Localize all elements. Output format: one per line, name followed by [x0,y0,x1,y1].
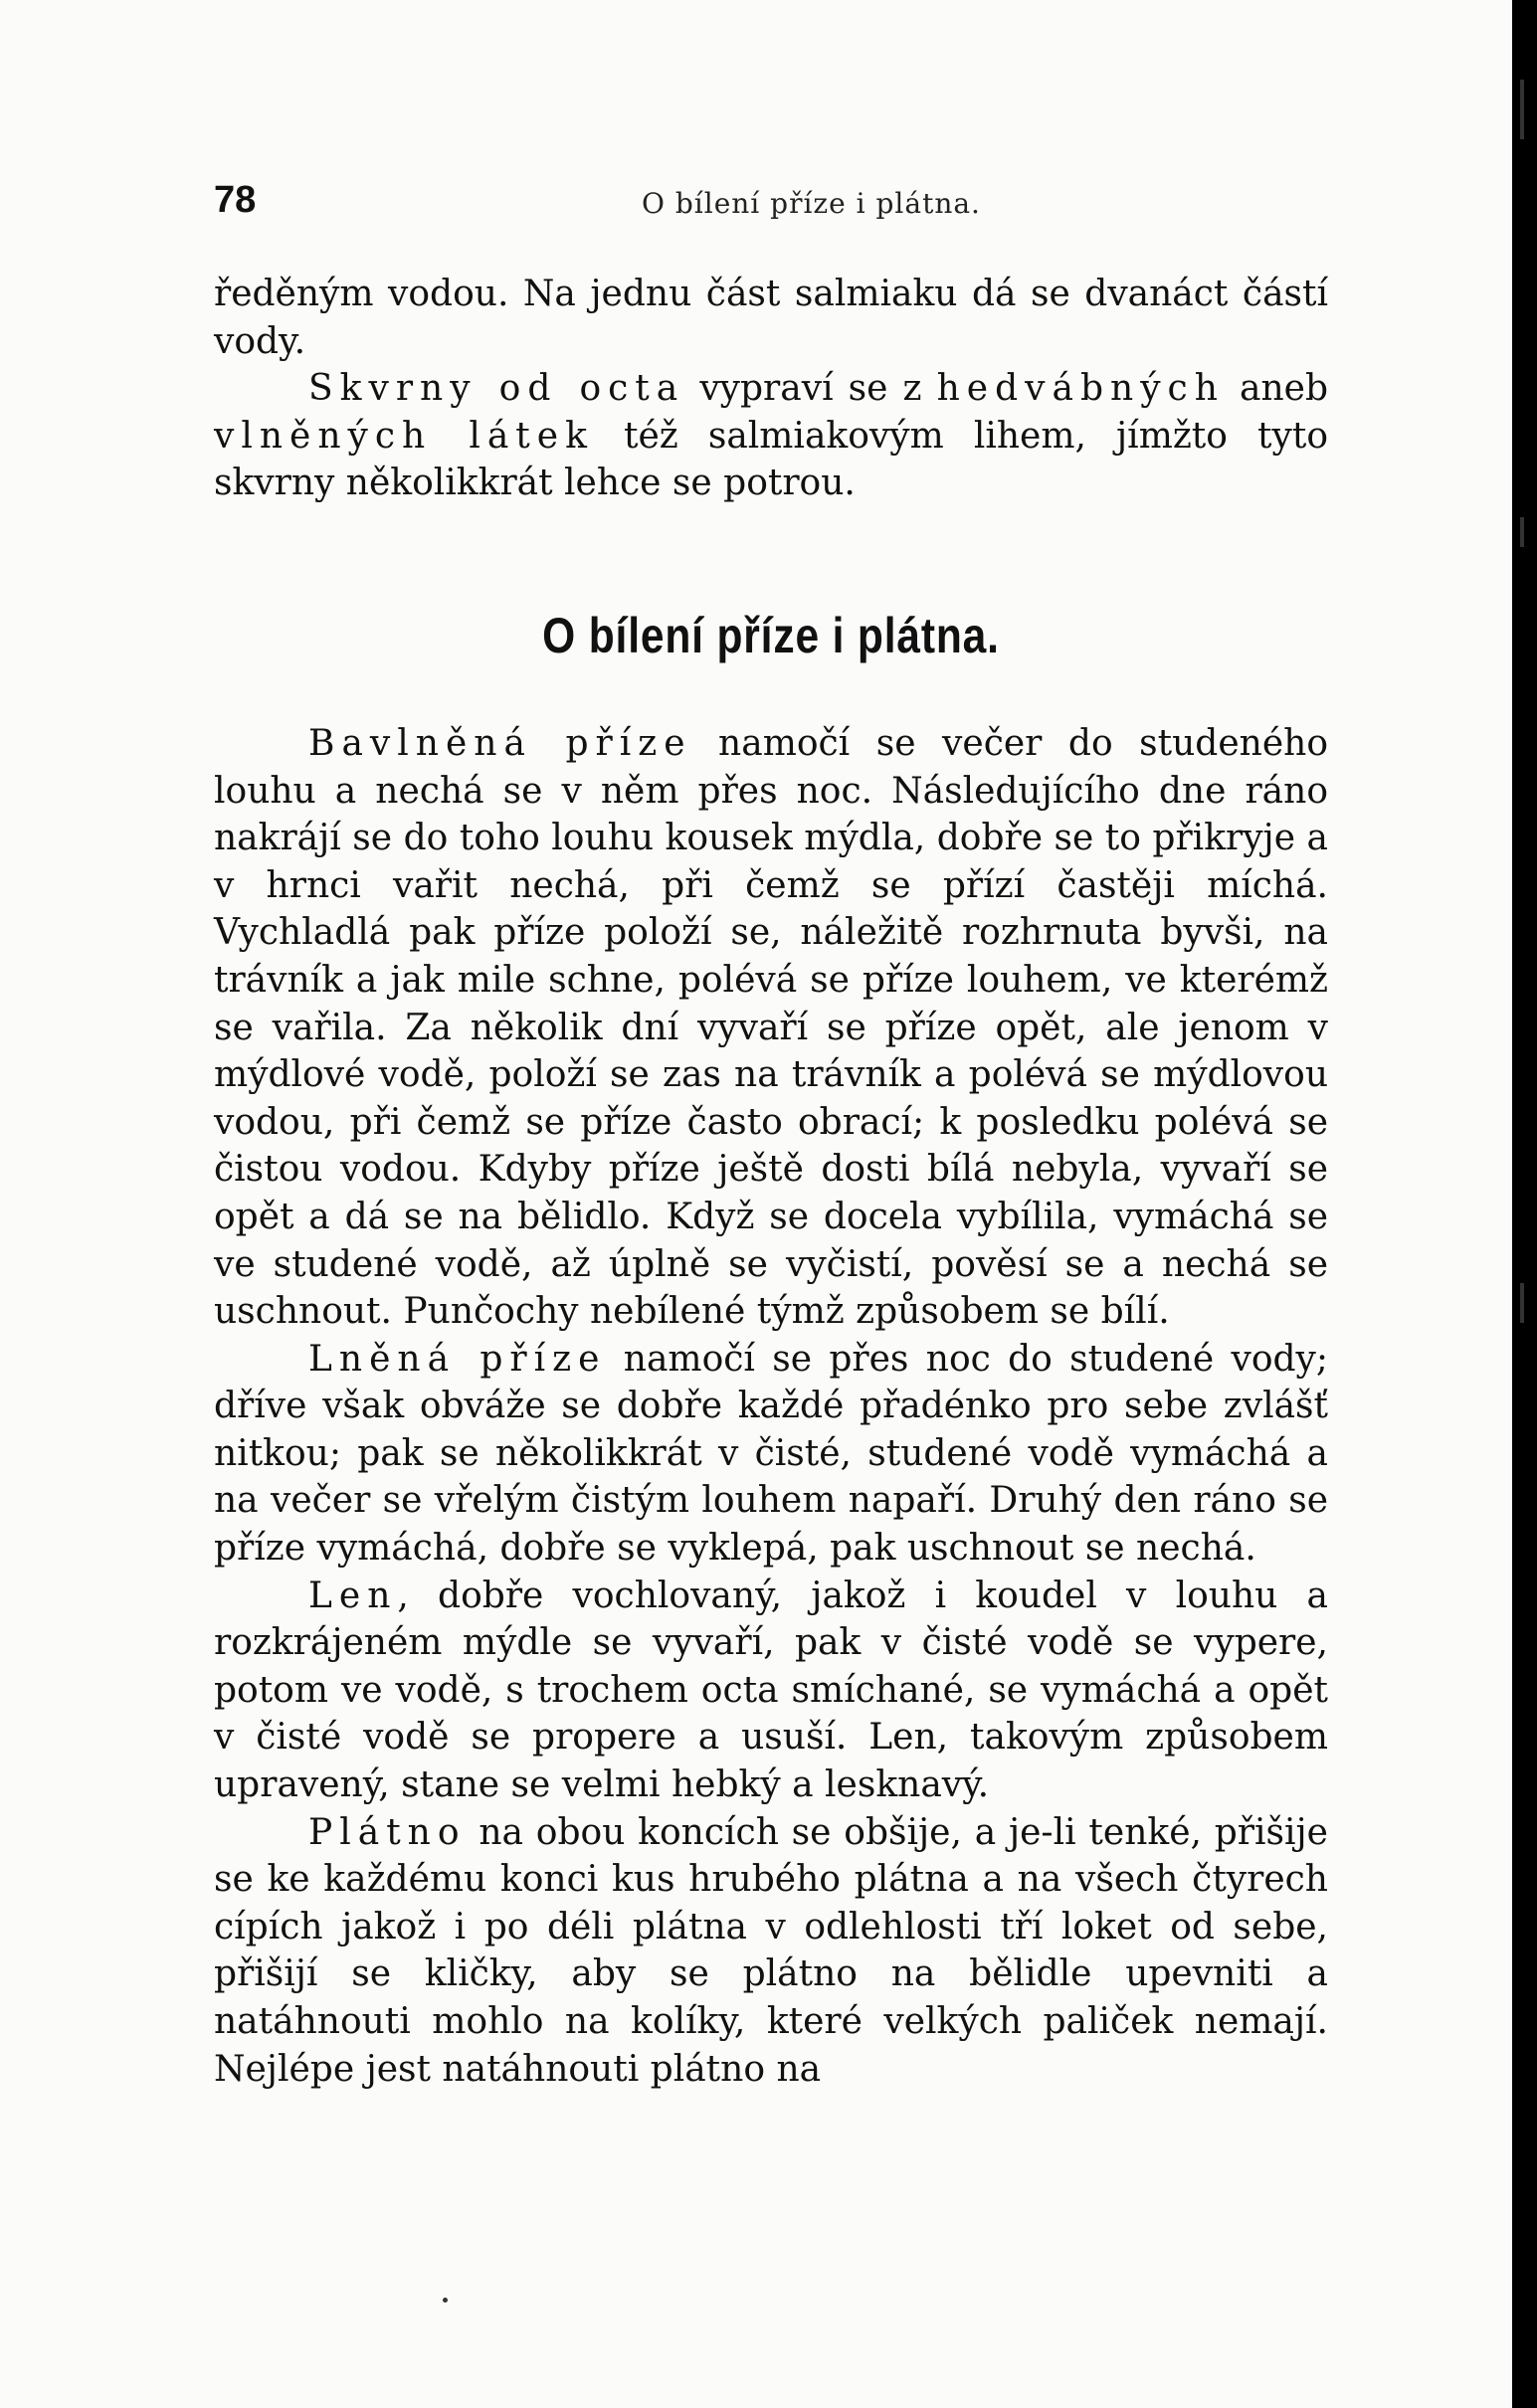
paragraph-text: , dobře vochlovaný, jakož i koudel v louhu a rozkrájeném mýdle se vyvaří, pak v čisté vodě se vypere, potom ve vodě, s trochem octa smíchané, se vymáchá a opět v čisté vodě se propere a usuší. Len, takovým způsobem upravený, stane se velmi hebký a lesknavý. [214,1574,1328,1806]
spaced-term: Len [308,1574,398,1616]
section-paragraph-1 [214,720,1328,1336]
intro-paragraph-1: ředěným vodou. Na jednu část salmiaku dá se dvanáct částí vody. [214,274,1328,362]
spaced-term: Bavlněná příze [308,722,692,764]
page-number: 78 [214,179,257,221]
paragraph-text: namočí se večer do studeného louhu a nechá se v něm přes noc. Následujícího dne ráno nakrájí se do toho louhu kousek mýdla, dobře se to přikryje a v hrnci vařit nechá, při čemž se přízí častěji míchá. Vychladlá pak příze položí se, náležitě rozhrnuta byvši, na trávník a jak mile schne, polévá se příze louhem, ve kterémž se vařila. Za několik dní vyvaří se příze opět, ale jenom v mýdlové vodě, položí se zas na trávník a polévá se mýdlovou vodou, při čemž se příze často obrací; k posledku polévá se čistou vodou. Kdyby příze ještě dosti bílá nebyla, vyvaří se opět a dá se na bělidlo. Když se docela vybílila, vymáchá se ve studené vodě, až úplně se vyčistí, pověsí se a nechá se uschnout. Punčochy nebílené týmž způsobem se bílí. [214,722,1329,1333]
paragraph-text: aneb [1224,368,1328,410]
scan-edge [1512,0,1537,2408]
paragraph-text: namočí se přes noc do studené vody; dříve však obváže se dobře každé přadénko pro sebe zvlášť nitkou; pak se několikkrát v čisté, studené vodě vymáchá a na večer se vřelým čistým louhem napaří. Druhý den ráno se příze vymáchá, dobře se vyklepá, pak uschnout se nechá. [214,1338,1329,1570]
scan-edge-mark [1520,1283,1524,1323]
scan-edge-mark [1520,517,1524,547]
paragraph-text: na obou koncích se obšije, a je-li tenké, přišije se ke každému konci kus hrubého plátna a na všech čtyrech cípích jakož i po déli plátna v odlehlosti tří loket od sebe, přišijí se kličky, aby se plátno na bělidle upevniti a natáhnouti mohlo na kolíky, které velkých paliček nemají. Nejlépe jest natáhnouti plátno na [214,1811,1328,2090]
section-paragraph-3 [214,1573,1328,1809]
spaced-term: vlněných látek [214,415,594,457]
print-speck [443,2298,448,2303]
paragraph-text: též salmiakovým lihem, jímžto tyto skvrny několikkrát lehce se potrou. [214,415,1328,504]
spaced-term: Lněná příze [308,1338,607,1380]
spaced-term: Skvrny od octa [308,368,685,410]
running-title: O bílení příze i plátna. [642,187,981,220]
section-heading: O bílení příze i plátna. [542,607,1000,663]
section-paragraph-2 [214,1336,1328,1573]
spaced-term: hedvábných [936,368,1225,410]
section-paragraph-4 [214,1809,1328,2094]
intro-paragraph-2 [214,365,1328,507]
paragraph-text: vypraví se z [684,368,937,410]
scan-edge-mark [1520,80,1524,139]
page-content [214,271,1328,2093]
page-header [214,179,1328,239]
spaced-term: Plátno [308,1811,467,1853]
